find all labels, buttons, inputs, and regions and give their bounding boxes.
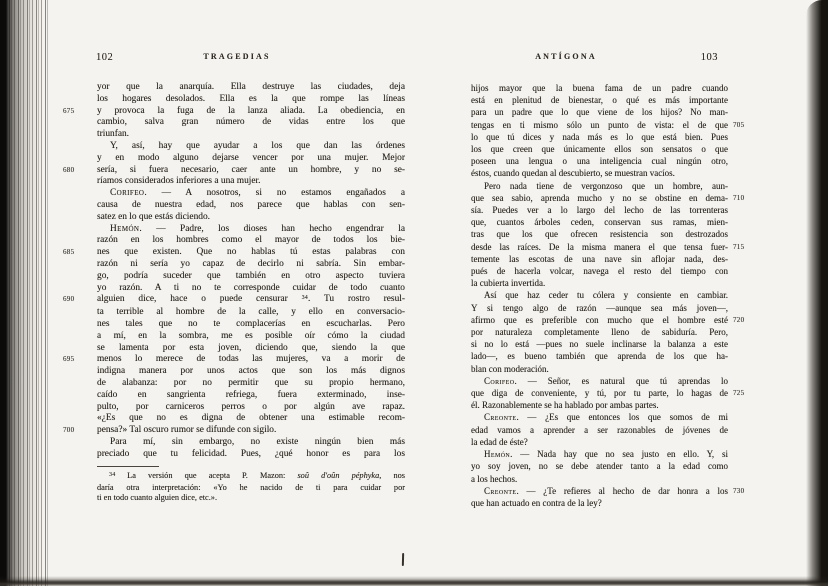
- text-line: de alabanza: por no permitir que su propio hermano,: [97, 377, 405, 388]
- text-line: que han actuado en contra de la ley?: [471, 497, 602, 508]
- text-line: para un padre que lo que viene de los hijos? No man-: [471, 107, 728, 118]
- text-line: por naturaleza completamente lleno de sabiduría. Pero,: [471, 327, 728, 338]
- text-line: blan con moderación.: [471, 363, 549, 374]
- verse-number: 700: [63, 426, 75, 435]
- verse-number: 710: [733, 193, 745, 202]
- left-running-header: TRAGEDIAS: [203, 52, 271, 61]
- text-line: Y si tengo algo de razón —aunque sea más joven—,: [471, 302, 728, 313]
- left-page-text: [63, 82, 405, 461]
- text-line: Hemón. — Padre, los dioses han hecho engendrar la: [110, 223, 405, 234]
- text-line: cambio, salva gran número de vidas entre los que: [97, 117, 405, 128]
- text-line: a los hechos.: [471, 473, 518, 484]
- text-line: tras que los que ofrecen resistencia son destrozados: [471, 229, 728, 240]
- text-line: 680 sería, si fuera necesario, caer ante un hombre, y no se-: [63, 164, 405, 175]
- text-line: edad vamos a aprender a ser razonables de jóvenes de: [471, 424, 728, 435]
- footnote-text: [97, 471, 405, 504]
- text-line: Para mí, sin embargo, no existe ningún bien más: [110, 436, 405, 447]
- verse-number: 695: [63, 355, 75, 364]
- left-page-number: 102: [96, 52, 114, 63]
- text-line: Corifeo. — A nosotros, si no estamos engañados a: [110, 188, 405, 199]
- text-line: éstos, cuando quedan al descubierto, se muestran vacíos.: [471, 168, 675, 179]
- text-line: caído en sangrienta refriega, fuera exterminado, inse-: [97, 389, 405, 400]
- text-line: pués de hacerla volcar, navega el resto del tiempo con: [471, 266, 728, 277]
- verse-number: 705: [733, 120, 745, 129]
- text-line: la edad de éste?: [471, 436, 528, 447]
- text-line: pulto, por carniceros perros o por algún ave rapaz.: [97, 401, 405, 412]
- text-line: 725 que diga de conveniente, y tú, por tu parte, lo hagas de: [471, 387, 728, 399]
- right-edge-shadow: [806, 0, 828, 586]
- text-line: triunfan.: [97, 129, 130, 140]
- text-line: satez en lo que estás diciendo.: [97, 211, 210, 222]
- text-line: 710 que sea sabio, aprenda mucho y no se obstine en dema-: [471, 192, 728, 204]
- text-line: 700 pensa?» Tal oscuro rumor se difunde con sigilo.: [63, 425, 277, 436]
- bottom-edge-shadow: [0, 576, 828, 586]
- text-line: 705 tengas en ti mismo sólo un punto de vista: el de que: [471, 119, 728, 131]
- text-line: Y, así, hay que ayudar a los que dan las órdenes: [110, 140, 405, 151]
- text-line: yor que la anarquía. Ella destruye las ciudades, deja: [97, 82, 405, 92]
- text-line: $^{34}$ La versión que acepta P. Mazon: soû d'oûn péphyka, nos: [109, 471, 405, 480]
- text-line: la cubierta invertida.: [471, 278, 546, 289]
- text-line: si no lo está —pues no suele inclinarse la balanza a este: [471, 339, 728, 350]
- text-line: a mí, en la sombra, me es posible oír cómo la ciudad: [97, 330, 405, 341]
- text-line: nes tales que no te complacerías en escucharlas. Pero: [97, 318, 405, 329]
- verse-number: 675: [63, 106, 75, 115]
- text-line: indigna manera por unos actos que son los más dignos: [97, 366, 405, 377]
- binding-gutter-shadow: [0, 0, 48, 586]
- verse-number: 690: [63, 295, 75, 304]
- text-line: temente las escotas de una nave sin aflojar nada, des-: [471, 253, 728, 264]
- verse-number: 680: [63, 165, 75, 174]
- text-line: Pero nada tiene de vergonzoso que un hombre, aun-: [484, 180, 728, 191]
- text-line: Hemón. — Nada hay que no sea justo en ello. Y, si: [484, 449, 728, 460]
- text-line: razón en los hombres como el mayor de todos los bie-: [97, 235, 405, 246]
- text-line: «¿Es que no es digna de obtener una estimable recom-: [97, 413, 405, 424]
- text-line: poseen una lengua o una inteligencia cual ningún otro,: [471, 156, 728, 167]
- text-line: 715 desde las raíces. De la misma manera el que tensa fuer-: [471, 241, 728, 253]
- text-line: Así que haz ceder tu cólera y consiente en cambiar.: [484, 290, 728, 301]
- text-line: daría otra interpretación: «Yo he nacido de ti para cuidar por: [97, 482, 405, 492]
- text-line: preciado que tu felicidad. Pues, ¿qué honor es para los: [97, 448, 405, 459]
- text-line: lo que tú dices y nada más es lo que está bien. Pues: [471, 131, 728, 142]
- verse-number: 725: [733, 389, 745, 398]
- text-line: y en modo alguno dejarse vencer por una mujer. Mejor: [97, 152, 405, 163]
- text-line: Corifeo. — Señor, es natural que tú aprendas lo: [484, 375, 728, 386]
- text-line: razón ni sería yo capaz de decirlo ni sabría. Sin embar-: [97, 258, 405, 269]
- right-page-text: [471, 82, 745, 509]
- text-line: 695 menos lo merece de todas las mujeres, va a morir de: [63, 354, 405, 365]
- ink-artifact: [402, 553, 404, 566]
- text-line: lado—, es bueno también que aprenda de los que ha-: [471, 351, 728, 362]
- text-line: ta terrible al hombre de la calle, y ello en conversacio-: [97, 307, 405, 318]
- text-line: causa de nuestra edad, nos parece que hablas con sen-: [97, 199, 405, 210]
- text-line: 720 afirmo que es preferible con mucho que el hombre esté: [471, 314, 728, 326]
- verse-number: 720: [733, 315, 745, 324]
- text-line: hijos mayor que la buena fama de un padre cuando: [471, 83, 728, 93]
- text-line: 685 nes que existen. Que no hablas tú estas palabras con: [63, 247, 405, 258]
- verse-number: 715: [733, 242, 745, 251]
- right-running-header: ANTÍGONA: [535, 52, 597, 61]
- text-line: que, cuantos árboles ceden, conservan sus ramas, mien-: [471, 217, 728, 228]
- text-line: él. Razonablemente se ha hablado por ambas partes.: [471, 400, 659, 411]
- text-line: sía. Puedes ver a lo largo del lecho de las torrenteras: [471, 205, 728, 216]
- text-line: los hogares desolados. Ella es la que rompe las líneas: [97, 93, 405, 104]
- text-line: yo razón. A ti no te corresponde cuidar de todo cuanto: [97, 282, 405, 293]
- text-line: ríamos considerados inferiores a una mujer.: [97, 176, 261, 187]
- text-line: 690 alguien dice, hace o puede censurar $^{34}$. Tu rostro resul-: [63, 294, 405, 305]
- right-page-number: 103: [700, 52, 718, 63]
- text-line: ti en todo cuanto alguien dice, etc.».: [97, 493, 218, 503]
- text-line: se lamenta por esta joven, diciendo que, siendo la que: [97, 342, 405, 353]
- text-line: los que creen que únicamente ellos son sensatos o que: [471, 144, 728, 155]
- text-line: 730 Creonte. — ¿Te refieres al hecho de dar honra a los: [471, 485, 728, 497]
- footnote-rule: [97, 466, 159, 467]
- text-line: go, podría suceder que también en otro aspecto tuviera: [97, 270, 405, 281]
- text-line: yo soy joven, no se debe atender tanto a la edad como: [471, 461, 728, 472]
- verse-number: 685: [63, 248, 75, 257]
- text-line: Creonte. — ¿Es que entonces los que somos de mi: [484, 412, 728, 423]
- verse-number: 730: [733, 486, 745, 495]
- text-line: está en plenitud de bienestar, o qué es más importante: [471, 95, 728, 106]
- text-line: 675 y provoca la fuga de la lanza aliada. La obediencia, en: [63, 105, 405, 116]
